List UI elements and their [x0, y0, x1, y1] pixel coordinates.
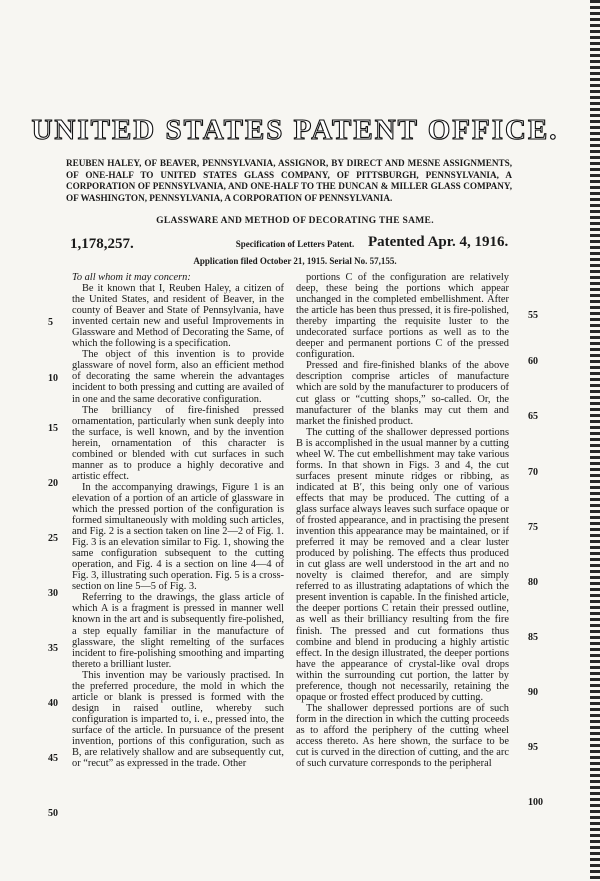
line-number: 15 [48, 423, 58, 434]
paragraph: In the accompanying drawings, Figure 1 is an elevation of a portion of an article of glassware in which the pressed portion of the configuration is formed simultaneously with molding such articles, and Fig. 2 is a section taken on line 2—2 of Fig. 1. Fig. 3 is an elevation similar to Fig. 1, showing the same configuration subsequent to the cutting operation, and Fig. 4 is a section on line 4—4 of Fig. 3, illustrating such operation. Fig. 5 is a cross-section on line 5—5 of Fig. 3. [72, 481, 284, 593]
paragraph: The shallower depressed portions are of such form in the direction in which the cutting proceeds as to afford the periphery of the cutting wheel access thereto. As here shown, the surface to be cut is curved in the direction of cutting, and the arc of such curvature corresponds to the peripheral [296, 702, 509, 770]
application-filed: Application filed October 21, 1915. Serial No. 57,155. [193, 256, 397, 266]
line-number: 100 [528, 797, 543, 808]
line-number: 70 [528, 467, 538, 478]
paragraph: The cutting of the shallower depressed portions B is accomplished in the usual manner by a cutting wheel W. The cut embellishment may take various forms. In that shown in Figs. 3 and 4, the cut surfaces present minute ridges or ribbing, as indicated at B′, this being only one of various effects that may be produced. The cutting of a glass surface always leaves such surface opaque or of frosted appearance, and in practising the present invention this appearance may be maintained, or if preferred it may be removed and a clear luster produced by polishing. The effects thus produced in cut glass are well understood in the art and no novelty is claimed therefor, and are simply referred to as illustrating adaptations of which the present invention is capable. In the finished article, the deeper portions C retain their pressed outline, as well as their brilliancy resulting from the fire finish. The pressed and cut formations thus combine and blend in producing a highly artistic effect. In the design illustrated, the deeper portions have the appearance of crystal-like oval drops within the surrounding cut portion, the latter by preference, though not necessarily, retaining the opaque or frosted effect produced by cutting. [296, 426, 509, 703]
paragraph: Pressed and fire-finished blanks of the above description comprise articles of manufacture which are sold by the manufacturer to producers of cut glass or “cutting shops,” so-called. Or, the manufacturer of the blanks may cut them and market the finished product. [296, 360, 509, 427]
line-number: 35 [48, 643, 58, 654]
specification-label: Specification of Letters Patent. [235, 239, 355, 249]
page-title: UNITED STATES PATENT OFFICE. [31, 114, 559, 146]
invention-title: GLASSWARE AND METHOD OF DECORATING THE SAME. [156, 216, 434, 226]
salutation: To all whom it may concern: [72, 272, 191, 283]
patented-date: Patented Apr. 4, 1916. [368, 234, 509, 250]
line-number: 20 [48, 478, 58, 489]
line-number: 55 [528, 310, 538, 321]
line-number: 5 [48, 317, 53, 328]
line-number: 95 [528, 742, 538, 753]
line-number: 30 [48, 588, 58, 599]
line-number: 10 [48, 373, 58, 384]
line-number: 45 [48, 753, 58, 764]
paragraph: portions C of the configuration are relatively deep, these being the portions which appear unchanged in the completed embellishment. After the article has been thus pressed, it is fire-polished, thereby imparting the requisite luster to the undecorated surface portions as well as to the deeper and permanent portions C of the pressed configuration. [296, 272, 509, 361]
line-number: 65 [528, 411, 538, 422]
left-column [72, 272, 284, 872]
paragraph: The brilliancy of fire-finished pressed ornamentation, particularly when sunk deeply into the surface, is well known, and by the invention herein, ornamentation of this character is combined or blended with cut surfaces in such manner as to produce a highly decorative and artistic effect. [72, 404, 284, 482]
line-number: 40 [48, 698, 58, 709]
line-number: 75 [528, 522, 538, 533]
line-number: 25 [48, 533, 58, 544]
line-number: 85 [528, 632, 538, 643]
line-number: 90 [528, 687, 538, 698]
line-number: 60 [528, 356, 538, 367]
line-number: 80 [528, 577, 538, 588]
patent-number: 1,178,257. [70, 236, 134, 252]
line-number: 50 [48, 808, 58, 819]
paragraph: Be it known that I, Reuben Haley, a citizen of the United States, and resident of Beaver, in the county of Beaver and State of Pennsylvania, have invented certain new and useful Improvements in Glassware and Method of Decorating the Same, of which the following is a specification. [72, 283, 284, 350]
paragraph: The object of this invention is to provide glassware of novel form, also an efficient method of decorating the same wherein the advantages incident to both pressing and cutting are availed of in one and the same decorative configuration. [72, 349, 284, 405]
right-column [296, 272, 509, 872]
paragraph: This invention may be variously practised. In the preferred procedure, the mold in which the article or blank is pressed is formed with the design in raised outline, whereby such configuration is imparted to, i. e., pressed into, the surface of the article. In pursuance of the present invention, portions of this configuration, such as B, are relatively shallow and are subsequently cut, or “recut” as expressed in the trade. Other [72, 669, 284, 770]
paragraph: Referring to the drawings, the glass article of which A is a fragment is pressed in manner well known in the art and is subsequently fire-polished, a step equally familiar in the manufacture of glassware, the slight remelting of the surfaces incident to fire-polishing smoothing and imparting thereto a brilliant luster. [72, 592, 284, 670]
scan-edge-artifact [590, 0, 600, 881]
assignment-heading: REUBEN HALEY, OF BEAVER, PENNSYLVANIA, ASSIGNOR, BY DIRECT AND MESNE ASSIGNMENTS, OF ONE-HALF TO UNITED STATES GLASS COMPANY, OF PITTSBURGH, PENNSYLVANIA, A CORPORATION OF PENNSYLVANIA, AND ONE-HALF TO THE DUNCAN & MILLER GLASS COMPANY, OF WASHINGTON, PENNSYLVANIA, A CORPORATION OF PENNSYLVANIA. [66, 158, 512, 203]
